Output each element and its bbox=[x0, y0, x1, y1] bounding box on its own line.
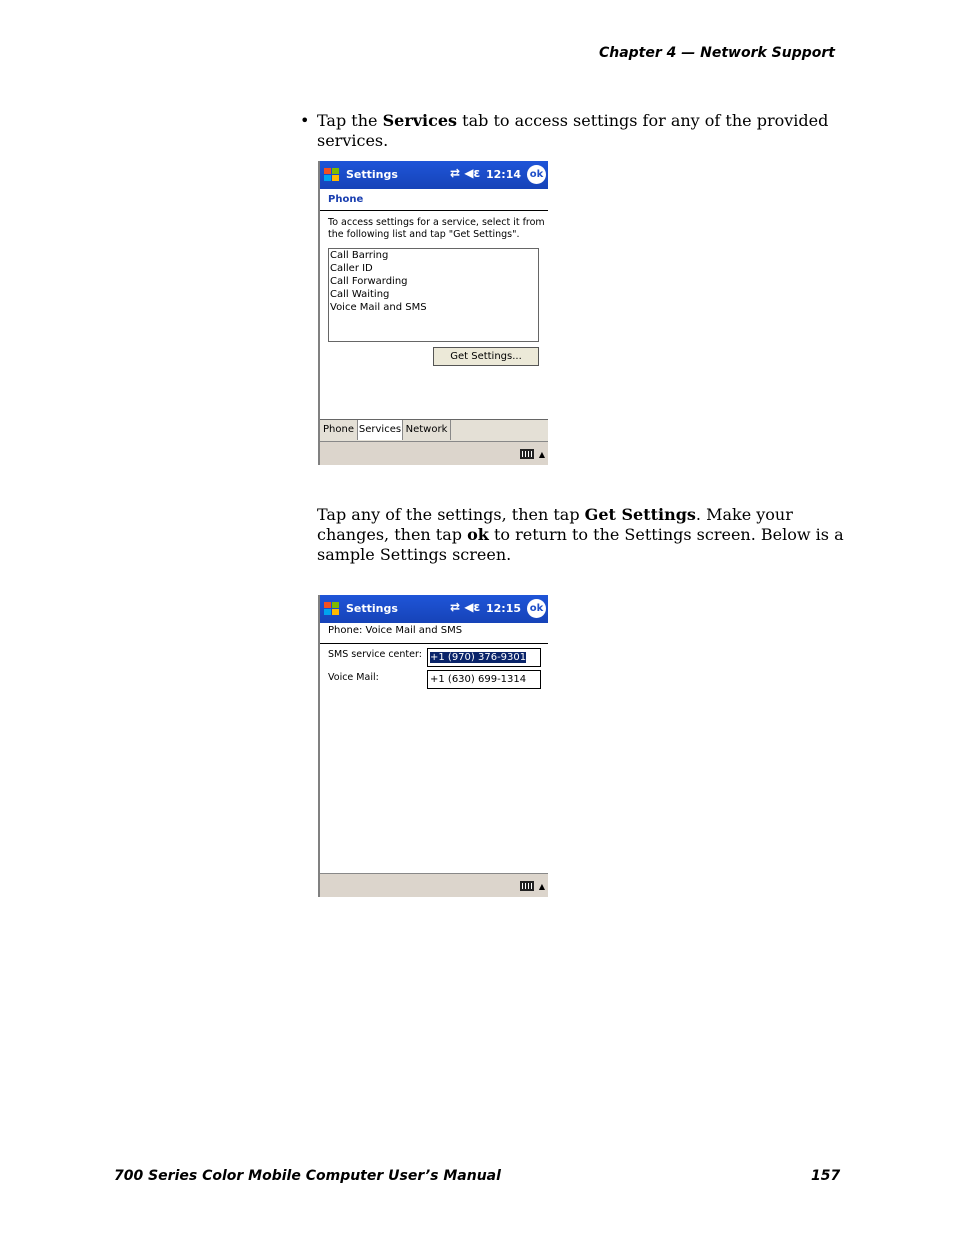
window-title: Settings bbox=[346, 602, 398, 615]
voicemail-field[interactable]: +1 (630) 699-1314 bbox=[427, 670, 541, 689]
instruction-line-1: To access settings for a service, select it from bbox=[328, 217, 545, 228]
page-number: 157 bbox=[811, 1168, 841, 1184]
services-list[interactable] bbox=[328, 248, 539, 342]
page-subheading: Phone bbox=[328, 194, 364, 205]
divider bbox=[320, 210, 548, 211]
keyboard-icon[interactable] bbox=[520, 881, 534, 891]
ok-button[interactable]: ok bbox=[527, 599, 546, 618]
window-title: Settings bbox=[346, 168, 398, 181]
instruction-paragraph: Tap any of the settings, then tap Get Settings. Make your changes, then tap ok to return to the Settings screen. Below is a sample Settings screen. bbox=[317, 505, 844, 564]
connectivity-volume-icon[interactable]: ⇄ ◀ε bbox=[450, 166, 481, 180]
windows-start-icon[interactable] bbox=[322, 165, 342, 185]
list-item[interactable]: Voice Mail and SMS bbox=[330, 302, 427, 313]
title-bar bbox=[320, 161, 548, 189]
screenshot-services bbox=[318, 161, 548, 465]
tab-phone[interactable]: Phone bbox=[320, 420, 358, 440]
connectivity-volume-icon[interactable]: ⇄ ◀ε bbox=[450, 600, 481, 614]
bullet-text: Tap the Services tab to access settings for any of the provided services. bbox=[317, 111, 829, 150]
arrow-up-icon[interactable]: ▲ bbox=[538, 450, 545, 459]
page-subheading: Phone: Voice Mail and SMS bbox=[328, 625, 463, 636]
windows-start-icon[interactable] bbox=[322, 599, 342, 619]
get-settings-button[interactable]: Get Settings... bbox=[433, 347, 539, 366]
screenshot-voicemail-sms bbox=[318, 595, 548, 897]
list-item[interactable]: Call Forwarding bbox=[330, 276, 408, 287]
voicemail-label: Voice Mail: bbox=[328, 672, 379, 683]
tab-strip bbox=[320, 419, 548, 441]
tab-services[interactable]: Services bbox=[358, 420, 403, 440]
sms-center-label: SMS service center: bbox=[328, 649, 422, 660]
keyboard-icon[interactable] bbox=[520, 449, 534, 459]
list-item[interactable]: Call Barring bbox=[330, 250, 389, 261]
title-bar bbox=[320, 595, 548, 623]
menu-bar bbox=[320, 873, 548, 897]
menu-bar bbox=[320, 441, 548, 465]
bullet-mark: • bbox=[300, 111, 310, 130]
services-term: Services bbox=[382, 111, 458, 130]
list-item[interactable]: Caller ID bbox=[330, 263, 373, 274]
list-item[interactable]: Call Waiting bbox=[330, 289, 390, 300]
clock[interactable]: 12:14 bbox=[486, 168, 522, 181]
running-header: Chapter 4 — Network Support bbox=[598, 45, 835, 61]
ok-button[interactable]: ok bbox=[527, 165, 546, 184]
sms-center-field[interactable]: +1 (970) 376-9301 bbox=[427, 648, 541, 667]
tab-network[interactable]: Network bbox=[403, 420, 451, 440]
arrow-up-icon[interactable]: ▲ bbox=[538, 882, 545, 891]
instruction-line-2: the following list and tap "Get Settings". bbox=[328, 229, 520, 240]
divider bbox=[320, 643, 548, 644]
clock[interactable]: 12:15 bbox=[486, 602, 522, 615]
footer-manual-title: 700 Series Color Mobile Computer User’s Manual bbox=[114, 1168, 501, 1184]
